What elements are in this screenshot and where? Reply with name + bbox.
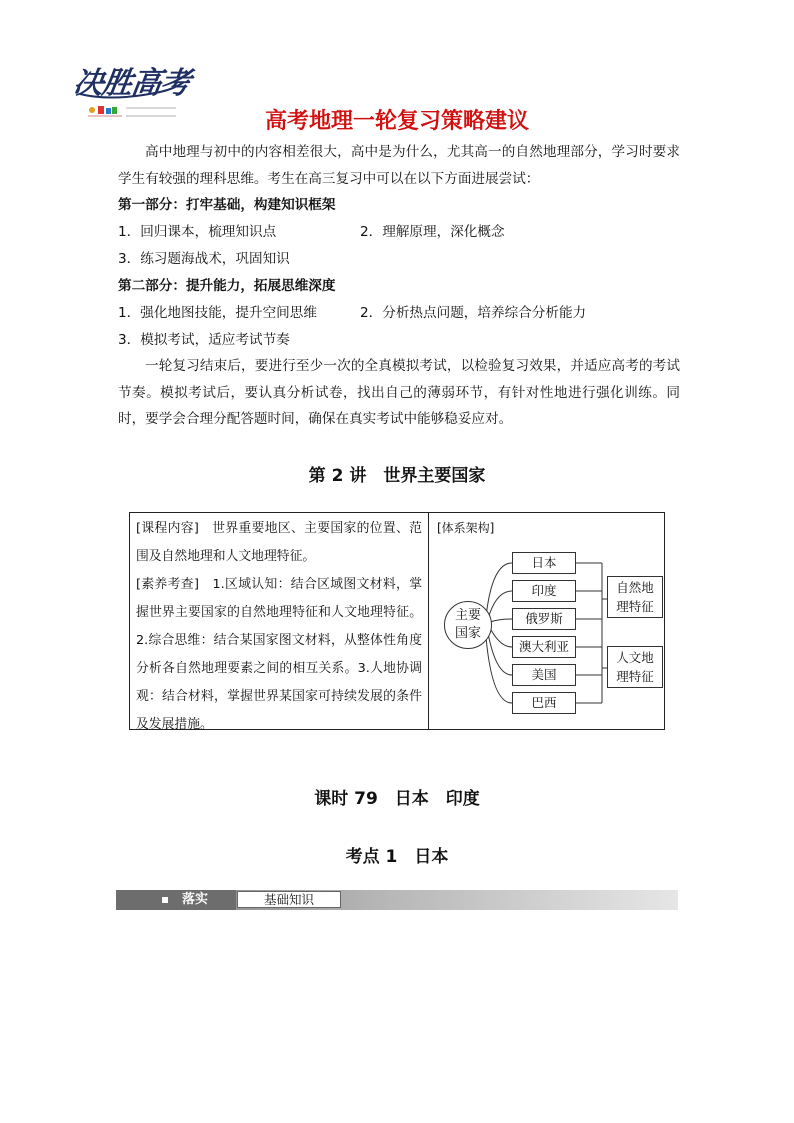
feature-line: 自然地 [616,580,654,595]
country-node-russia: 俄罗斯 [512,608,576,630]
page-title: 高考地理一轮复习策略建议 [264,109,529,134]
literacy-text: [素养考查] 1.区域认知：结合区域图文材料，掌握世界主要国家的自然地理特征和人文地理特征。2.综合思维：结合某国家图文材料，从整体性角度分析各自然地理要素之间的相互关系。3.人地协调观：结合材料，掌握世界某国家可持续发展的条件及发展措施。 [136,577,422,732]
part2-item: 2．分析热点问题，培养综合分析能力 [360,305,587,321]
feature-line: 人文地 [616,650,654,665]
info-table [129,512,665,730]
section-bar [116,890,678,910]
key-point-title: 考点 1 日本 [345,847,449,867]
part2-item: 3．模拟考试，适应考试节奏 [118,332,290,348]
system-diagram [430,513,664,729]
section-label: 落实 [182,892,209,907]
intro-paragraph: 高中地理与初中的内容相差很大，高中是为什么，尤其高一的自然地理部分，学习时要求学生有较强的理科思维。考生在高三复习中可以在以下方面进展尝试： [118,144,680,187]
country-node-japan: 日本 [512,552,576,574]
lesson-title: 课时 79 日本 印度 [314,789,480,809]
country-node-brazil: 巴西 [512,692,576,714]
diagram-label: [体系架构] [437,521,495,535]
lecture-title: 第 2 讲 世界主要国家 [308,466,486,486]
center-node-line: 主要 [454,608,481,623]
feature-line: 理特征 [616,599,654,614]
center-node [444,601,492,649]
country-node-australia: 澳大利亚 [512,636,576,658]
closing-paragraph: 一轮复习结束后，要进行至少一次的全真模拟考试，以检验复习效果，并适应高考的考试节奏。模拟考试后，要认真分析试卷，找出自己的薄弱环节，有针对性地进行强化训练。同时，要学会合理分配答题时间，确保在真实考试中能够稳妥应对。 [118,358,680,427]
feature-line: 理特征 [616,669,654,684]
country-node-usa: 美国 [512,664,576,686]
logo-text: 决胜高考 [71,66,192,101]
section-bar-dark-block [116,890,236,910]
section-box-label: 基础知识 [237,891,341,908]
course-content-text: [课程内容] 世界重要地区、主要国家的位置、范围及自然地理和人文地理特征。 [136,521,422,564]
part2-heading: 第二部分：提升能力，拓展思维深度 [118,278,336,294]
square-bullet-icon [162,897,168,903]
center-node-line: 国家 [454,626,481,641]
part1-item: 1．回归课本，梳理知识点 [118,224,277,240]
feature-node-natural [607,576,663,618]
part1-heading: 第一部分：打牢基础，构建知识框架 [118,197,336,213]
part1-item: 2．理解原理，深化概念 [360,224,505,240]
info-table-left [130,513,429,732]
feature-node-human [607,646,663,688]
country-node-india: 印度 [512,580,576,602]
part2-item: 1．强化地图技能，提升空间思维 [118,305,317,321]
part1-item: 3．练习题海战术，巩固知识 [118,251,290,267]
